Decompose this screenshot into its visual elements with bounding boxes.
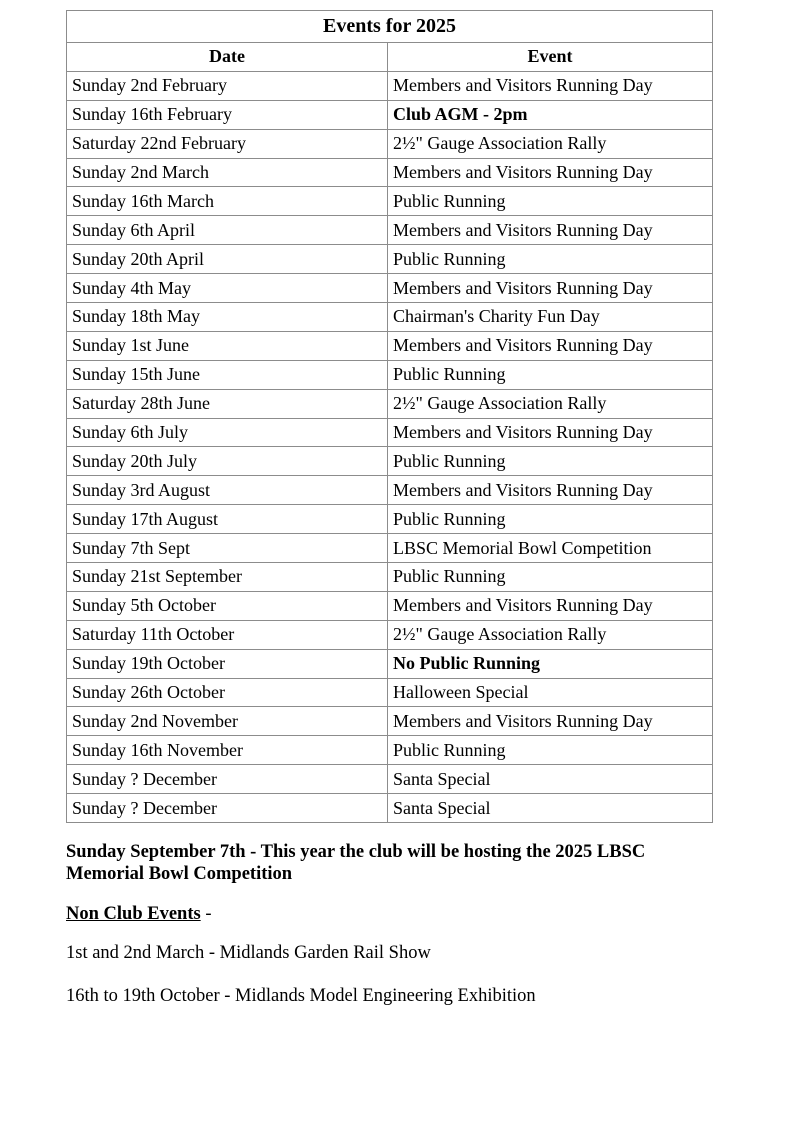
non-club-events-suffix: - xyxy=(200,904,212,924)
non-club-event: 16th to 19th October - Midlands Model Engineering Exhibition xyxy=(66,986,536,1006)
table-title: Events for 2025 xyxy=(67,11,713,43)
event-cell: LBSC Memorial Bowl Competition xyxy=(388,534,713,563)
event-cell: Members and Visitors Running Day xyxy=(388,331,713,360)
date-cell: Sunday 2nd November xyxy=(67,707,388,736)
event-cell: Members and Visitors Running Day xyxy=(388,707,713,736)
column-header-date: Date xyxy=(67,43,388,72)
table-row xyxy=(67,476,713,505)
date-cell: Sunday 26th October xyxy=(67,678,388,707)
date-cell: Saturday 28th June xyxy=(67,389,388,418)
date-cell: Saturday 22nd February xyxy=(67,129,388,158)
table-row xyxy=(67,100,713,129)
date-cell: Sunday 16th February xyxy=(67,100,388,129)
non-club-event: 1st and 2nd March - Midlands Garden Rail Show xyxy=(66,943,431,963)
event-cell: Members and Visitors Running Day xyxy=(388,158,713,187)
table-row xyxy=(67,505,713,534)
date-cell: Sunday 20th July xyxy=(67,447,388,476)
table-row xyxy=(67,129,713,158)
table-row xyxy=(67,447,713,476)
table-header-row xyxy=(67,43,713,72)
date-cell: Sunday 3rd August xyxy=(67,476,388,505)
event-cell: Public Running xyxy=(388,563,713,592)
table-row xyxy=(67,360,713,389)
table-row xyxy=(67,274,713,303)
table-row xyxy=(67,303,713,332)
table-row xyxy=(67,71,713,100)
table-row xyxy=(67,678,713,707)
event-cell: Members and Visitors Running Day xyxy=(388,274,713,303)
event-cell: Chairman's Charity Fun Day xyxy=(388,303,713,332)
event-cell: Members and Visitors Running Day xyxy=(388,476,713,505)
date-cell: Sunday 18th May xyxy=(67,303,388,332)
date-cell: Sunday 2nd February xyxy=(67,71,388,100)
date-cell: Sunday 6th July xyxy=(67,418,388,447)
table-row xyxy=(67,245,713,274)
date-cell: Sunday 15th June xyxy=(67,360,388,389)
event-cell: Members and Visitors Running Day xyxy=(388,71,713,100)
table-row xyxy=(67,331,713,360)
date-cell: Sunday 16th November xyxy=(67,736,388,765)
table-row xyxy=(67,620,713,649)
event-cell: Public Running xyxy=(388,245,713,274)
event-cell: 2½" Gauge Association Rally xyxy=(388,389,713,418)
event-cell: Halloween Special xyxy=(388,678,713,707)
date-cell: Sunday 5th October xyxy=(67,591,388,620)
date-cell: Sunday 20th April xyxy=(67,245,388,274)
table-row xyxy=(67,794,713,823)
date-cell: Sunday 1st June xyxy=(67,331,388,360)
non-club-events-heading xyxy=(66,903,211,925)
date-cell: Sunday 19th October xyxy=(67,649,388,678)
table-title-row xyxy=(67,11,713,43)
event-cell: 2½" Gauge Association Rally xyxy=(388,620,713,649)
date-cell: Saturday 11th October xyxy=(67,620,388,649)
table-row xyxy=(67,158,713,187)
event-cell: Members and Visitors Running Day xyxy=(388,591,713,620)
event-cell: Public Running xyxy=(388,360,713,389)
event-cell: Members and Visitors Running Day xyxy=(388,216,713,245)
non-club-events-label: Non Club Events xyxy=(66,904,201,924)
date-cell: Sunday 4th May xyxy=(67,274,388,303)
table-row xyxy=(67,649,713,678)
event-cell: 2½" Gauge Association Rally xyxy=(388,129,713,158)
date-cell: Sunday 2nd March xyxy=(67,158,388,187)
table-row xyxy=(67,736,713,765)
event-cell: Santa Special xyxy=(388,765,713,794)
table-row xyxy=(67,216,713,245)
table-row xyxy=(67,707,713,736)
event-cell: Club AGM - 2pm xyxy=(388,100,713,129)
events-table xyxy=(66,10,713,823)
column-header-event: Event xyxy=(388,43,713,72)
table-row xyxy=(67,591,713,620)
event-cell: Public Running xyxy=(388,736,713,765)
date-cell: Sunday 7th Sept xyxy=(67,534,388,563)
event-cell: Public Running xyxy=(388,187,713,216)
date-cell: Sunday ? December xyxy=(67,794,388,823)
table-row xyxy=(67,534,713,563)
table-row xyxy=(67,563,713,592)
date-cell: Sunday 21st September xyxy=(67,563,388,592)
date-cell: Sunday ? December xyxy=(67,765,388,794)
date-cell: Sunday 17th August xyxy=(67,505,388,534)
date-cell: Sunday 6th April xyxy=(67,216,388,245)
table-row xyxy=(67,765,713,794)
event-cell: Public Running xyxy=(388,505,713,534)
table-row xyxy=(67,418,713,447)
event-cell: Santa Special xyxy=(388,794,713,823)
event-cell: Public Running xyxy=(388,447,713,476)
memorial-bowl-notice: Sunday September 7th - This year the club will be hosting the 2025 LBSC Memorial Bowl Competition xyxy=(66,842,646,884)
table-row xyxy=(67,187,713,216)
date-cell: Sunday 16th March xyxy=(67,187,388,216)
table-row xyxy=(67,389,713,418)
event-cell: No Public Running xyxy=(388,649,713,678)
event-cell: Members and Visitors Running Day xyxy=(388,418,713,447)
